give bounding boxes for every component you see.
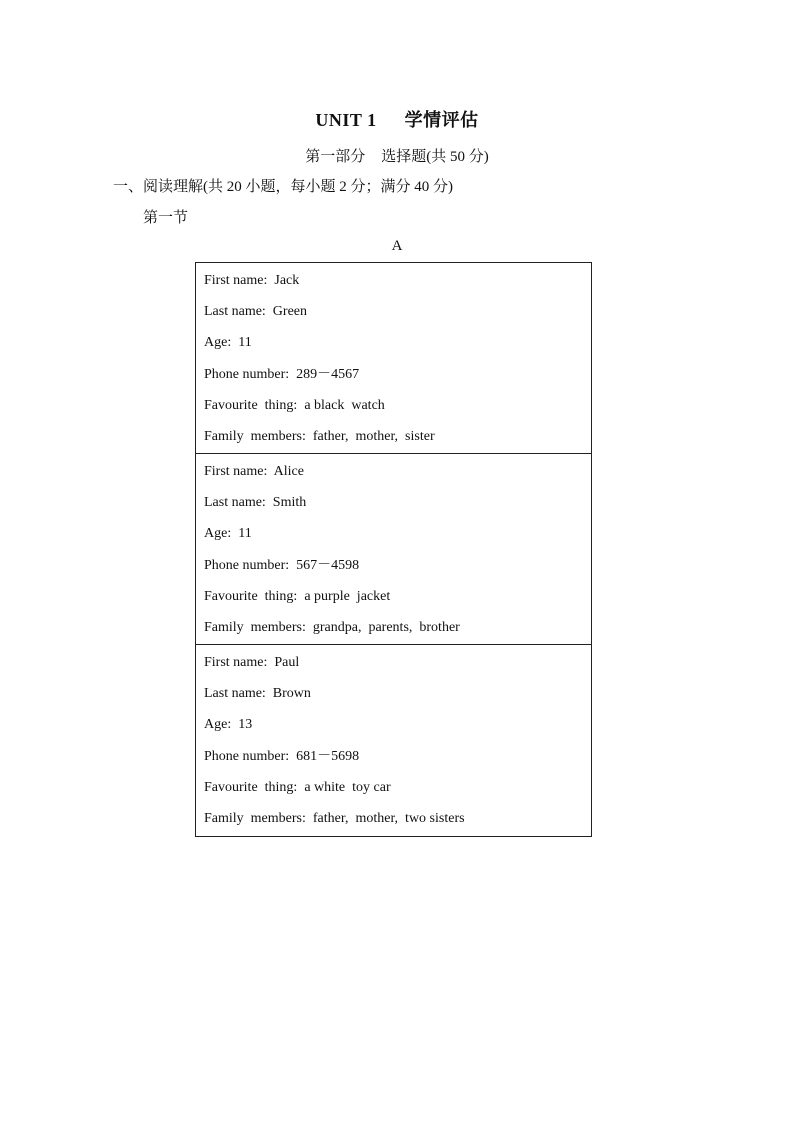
info-card-table [195,262,592,837]
passage-label: A [391,238,403,254]
favourite-thing-line: Favourite thing: a black watch [204,397,385,413]
first-name-line: First name: Paul [204,655,300,670]
part-label: 第一部分 [305,149,366,165]
info-card-jack [196,263,591,454]
age-line: Age: 11 [204,526,252,542]
phone-line: Phone number: 567－4598 [204,557,360,573]
section-heading: 一、阅读理解(共 20 小题，每小题 2 分；满分 40 分) [113,179,453,195]
phone-line: Phone number: 289－4567 [204,366,360,382]
family-members-line: Family members: father, mother, two sisters [204,810,465,826]
age-line: Age: 13 [204,717,253,733]
last-name-line: Last name: Green [204,304,308,320]
unit-label: UNIT 1 [315,110,377,130]
phone-line: Phone number: 681－5698 [204,748,360,764]
favourite-thing-line: Favourite thing: a purple jacket [204,588,391,604]
subsection-heading: 第一节 [143,210,189,226]
unit-subtitle: 学情评估 [404,110,479,130]
family-members-line: Family members: father, mother, sister [204,428,435,444]
last-name-line: Last name: Brown [204,686,311,702]
favourite-thing-line: Favourite thing: a white toy car [204,779,391,795]
page-title [0,106,794,132]
last-name-line: Last name: Smith [204,495,307,511]
part-heading [0,145,794,166]
first-name-line: First name: Jack [204,273,300,288]
info-card-paul [196,645,591,836]
age-line: Age: 11 [204,335,252,351]
first-name-line: First name: Alice [204,464,304,479]
part-title: 选择题(共 50 分) [381,149,489,165]
info-card-alice [196,454,591,645]
family-members-line: Family members: grandpa, parents, brother [204,619,460,635]
